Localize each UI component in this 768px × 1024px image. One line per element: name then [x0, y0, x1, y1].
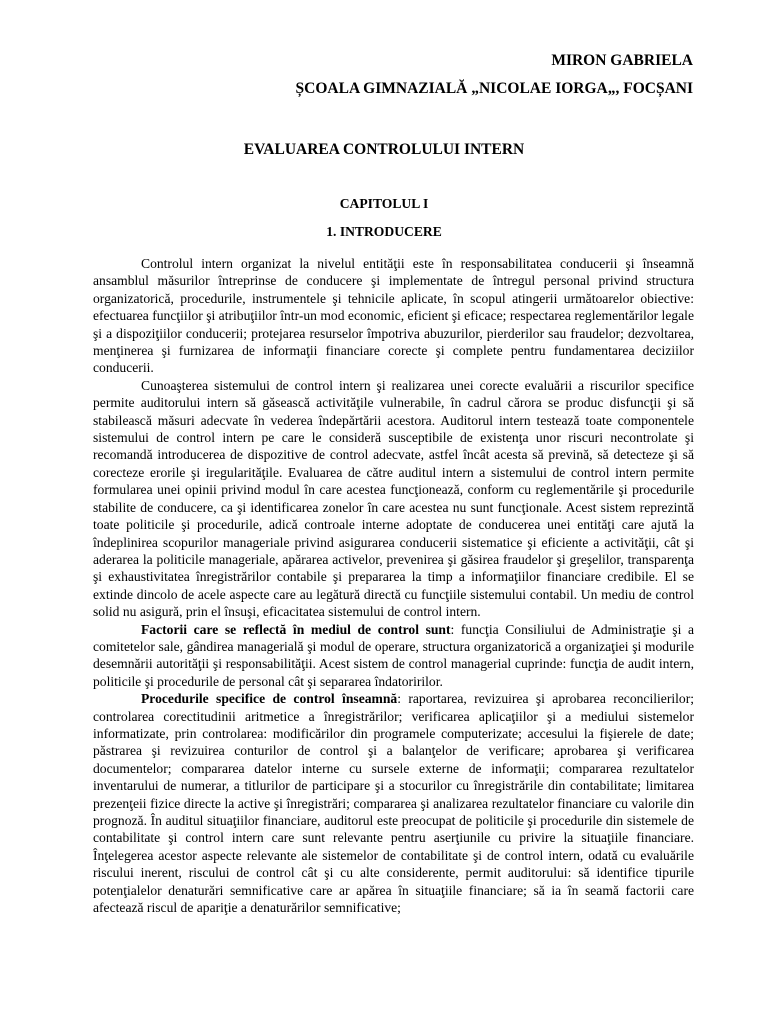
specific-procedures-lead: Procedurile specifice de control înseamnă: [141, 691, 398, 707]
author-name: MIRON GABRIELA: [551, 52, 693, 69]
document-title: EVALUAREA CONTROLULUI INTERN: [243, 141, 525, 158]
chapter-heading: CAPITOLUL I: [339, 196, 429, 211]
paragraph-knowledge: Cunoaşterea sistemului de control intern şi realizarea unei corecte evaluării a riscurilor specifice permite auditorului intern să găsească activităţile vulnerabile, în cadrul cărora se produc disfuncţii şi să stabilească măsuri adecvate în vederea îndepărtării acestora. Auditorul intern testează toate componentele sistemului de control intern pe care le consideră susceptibile de existenţa unor riscuri necontrolate şi recomandă introducerea de dispozitive de control adecvate, astfel încât acesta să prevină, să detecteze şi să corecteze erorile şi iregularităţile. Evaluarea de către auditul intern a sistemului de control intern permite formularea unei opinii privind modul în care acestea funcţionează, conform cu reglementările şi procedurile stabilite de conducere, ca şi identificarea zonelor în care acestea nu sunt funcţionale. Acest sistem reprezintă toate politicile şi procedurile, adică controale interne adoptate de conducerea unei entităţi care ajută la îndeplinirea scopurilor manageriale privind asigurarea conducerii sistematice şi eficiente a activităţii, cât şi aderarea la politicile manageriale, apărarea activelor, prevenirea şi găsirea fraudelor şi greşelilor, transparenţa şi exhaustivitatea înregistrărilor contabile şi prepararea la timp a informaţiilor financiare credibile. El se extinde dincolo de acele aspecte care au legătură directă cu funcţiile sistemului contabil. Un mediu de control solid nu asigură, prin el însuşi, eficacitatea sistemului de control intern.: [93, 377, 694, 620]
paragraph-intro: Controlul intern organizat la nivelul entităţii este în responsabilitatea conducerii şi înseamnă ansamblul măsurilor întreprinse de conducere şi implementate de întregul personal privind structura organizatorică, procedurile, instrumentele şi tehnicile aplicate, în scopul atingerii următoarelor obiective: efectuarea funcţiilor şi atribuţiilor într-un mod economic, eficient şi eficace; respectarea reglementărilor legale şi a dispoziţiilor conducerii; protejarea resurselor împotriva abuzurilor, pierderilor sau fraudelor; dezvoltarea, menţinerea şi furnizarea de informaţii financiare corecte şi complete pentru fundamentarea deciziilor conducerii.: [93, 256, 694, 376]
control-environment-lead: Factorii care se reflectă în mediul de control sunt: [141, 621, 451, 637]
control-environment-text: : funcţia Consiliului de Administraţie şi a comitetelor sale, gândirea managerială şi modul de operare, structura organizatorică a organizaţiei şi modurile desemnării autorităţii şi responsabilităţii. Acest sistem de control managerial cuprinde: funcţia de audit intern, politicile şi procedurile de personal cât şi separarea îndatoririlor.: [93, 621, 694, 689]
school-name: ȘCOALA GIMNAZIALĂ „NICOLAE IORGA„, FOCȘANI: [295, 80, 693, 97]
paragraph-control-environment: [93, 621, 694, 691]
section-heading: 1. INTRODUCERE: [326, 224, 442, 239]
specific-procedures-text: : raportarea, revizuirea şi aprobarea reconcilierilor; controlarea corectitudinii aritmetice a înregistrărilor; verificarea aplicaţiilor şi a mediului sistemelor informatizate, prin controlarea: modificărilor din programele computerizate; accesului la fişierele de date; păstrarea şi revizuirea conturilor de control şi a balanţelor de verificare; aprobarea şi verificarea documentelor; compararea datelor interne cu sursele externe de informaţii; compararea rezultatelor inventarului de numerar, a titlurilor de participare şi a stocurilor cu înregistrările din contabilitate; limitarea prezenţeii fizice directe la active şi înregistrări; compararea şi analizarea rezultatelor financiare cu valorile din prognoză. În auditul situaţiilor financiare, auditorul este preocupat de politicile şi procedurile din sistemele de contabilitate şi control intern care sunt relevante pentru aserţiunile cu privire la situaţiile financiare. Înţelegerea acestor aspecte relevante ale sistemelor de contabilitate şi de control intern, odată cu evaluările riscului inerent, riscului de control cât şi cu alte considerente, permit auditorului: să identifice tipurile potenţialelor denaturări semnificative care ar apărea în situaţiile financiare; să ia în seamă factorii care afectează riscul de apariţie a denaturărilor semnificative;: [93, 691, 694, 916]
document-body: [93, 255, 694, 916]
paragraph-specific-procedures: [93, 690, 694, 916]
